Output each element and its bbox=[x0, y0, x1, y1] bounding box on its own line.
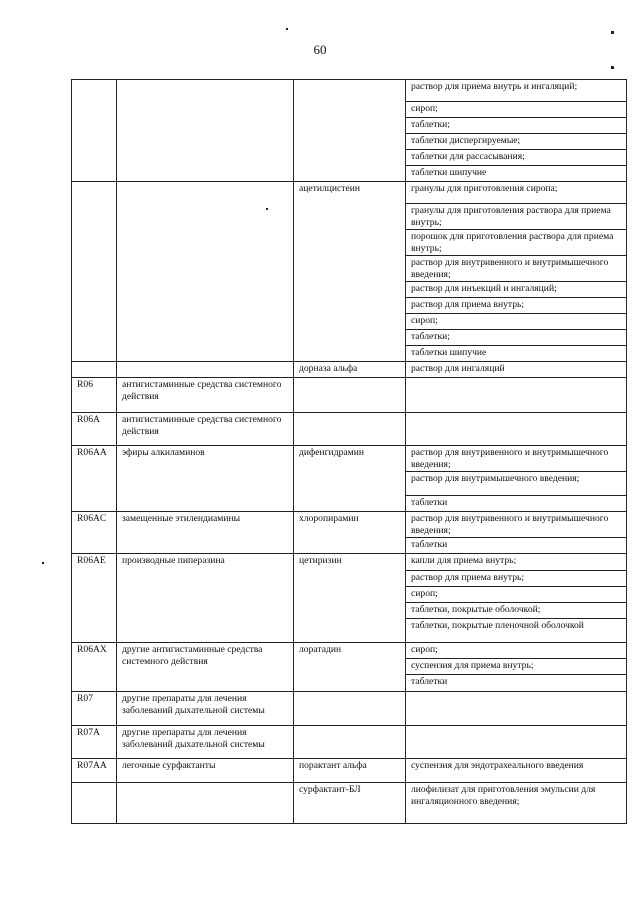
dosage-form-cell: таблетки шипучие bbox=[406, 346, 627, 362]
group-name-cell bbox=[117, 80, 294, 182]
drug-name-cell bbox=[294, 692, 406, 726]
atc-code-cell: R06AC bbox=[72, 512, 117, 554]
dosage-form-cell: таблетки; bbox=[406, 118, 627, 134]
dosage-form-cell bbox=[406, 413, 627, 446]
atc-code-cell: R07A bbox=[72, 726, 117, 759]
group-name-cell: легочные сурфактанты bbox=[117, 759, 294, 783]
dosage-form-cell: сироп; bbox=[406, 587, 627, 603]
dosage-form-cell: таблетки bbox=[406, 496, 627, 512]
atc-code-cell: R06A bbox=[72, 413, 117, 446]
dosage-form-cell: сироп; bbox=[406, 643, 627, 659]
drug-name-cell: лоратадин bbox=[294, 643, 406, 692]
table-row bbox=[72, 759, 627, 783]
group-name-cell: производные пиперазина bbox=[117, 554, 294, 643]
atc-code-cell bbox=[72, 182, 117, 362]
group-name-cell: эфиры алкиламинов bbox=[117, 446, 294, 512]
dosage-form-cell: таблетки, покрытые пленочной оболочкой bbox=[406, 619, 627, 643]
dosage-form-cell: раствор для внутримышечного введения; bbox=[406, 472, 627, 496]
table-row bbox=[72, 554, 627, 571]
drug-name-cell bbox=[294, 80, 406, 182]
dosage-form-cell: сироп; bbox=[406, 102, 627, 118]
dosage-form-cell: таблетки для рассасывания; bbox=[406, 150, 627, 166]
drug-name-cell: сурфактант-БЛ bbox=[294, 783, 406, 824]
table-row bbox=[72, 512, 627, 538]
dosage-form-cell: лиофилизат для приготовления эмульсии для ингаляционного введения; bbox=[406, 783, 627, 824]
dosage-form-cell bbox=[406, 692, 627, 726]
dosage-form-cell: суспензия для приема внутрь; bbox=[406, 659, 627, 675]
atc-code-cell bbox=[72, 783, 117, 824]
group-name-cell bbox=[117, 783, 294, 824]
group-name-cell bbox=[117, 362, 294, 378]
drug-name-cell: дифенгидрамин bbox=[294, 446, 406, 512]
group-name-cell: другие препараты для лечения заболеваний дыхательной системы bbox=[117, 726, 294, 759]
group-name-cell: другие препараты для лечения заболеваний дыхательной системы bbox=[117, 692, 294, 726]
dosage-form-cell: гранулы для приготовления раствора для приема внутрь; bbox=[406, 204, 627, 230]
drug-name-cell: хлоропирамин bbox=[294, 512, 406, 554]
drug-name-cell bbox=[294, 413, 406, 446]
dosage-form-cell: сироп; bbox=[406, 314, 627, 330]
dosage-form-cell: раствор для приема внутрь; bbox=[406, 298, 627, 314]
table-row bbox=[72, 726, 627, 759]
atc-code-cell: R07AA bbox=[72, 759, 117, 783]
group-name-cell: другие антигистаминные средства системного действия bbox=[117, 643, 294, 692]
group-name-cell: антигистаминные средства системного действия bbox=[117, 378, 294, 413]
dosage-form-cell: раствор для приема внутрь и ингаляций; bbox=[406, 80, 627, 102]
drug-name-cell: цетиризин bbox=[294, 554, 406, 643]
dosage-form-cell: порошок для приготовления раствора для приема внутрь; bbox=[406, 230, 627, 256]
dosage-form-cell: суспензия для эндотрахеального введения bbox=[406, 759, 627, 783]
dosage-form-cell: капли для приема внутрь; bbox=[406, 554, 627, 571]
table-row bbox=[72, 80, 627, 102]
page-number: 60 bbox=[313, 42, 327, 57]
table-row bbox=[72, 182, 627, 204]
scan-speck bbox=[42, 562, 44, 564]
dosage-form-cell: таблетки; bbox=[406, 330, 627, 346]
table-row bbox=[72, 378, 627, 413]
dosage-form-cell: таблетки шипучие bbox=[406, 166, 627, 182]
dosage-form-cell: раствор для приема внутрь; bbox=[406, 571, 627, 587]
drug-name-cell: порактант альфа bbox=[294, 759, 406, 783]
atc-code-cell: R06AA bbox=[72, 446, 117, 512]
table-row bbox=[72, 362, 627, 378]
group-name-cell bbox=[117, 182, 294, 362]
dosage-form-cell: таблетки диспергируемые; bbox=[406, 134, 627, 150]
group-name-cell: антигистаминные средства системного действия bbox=[117, 413, 294, 446]
drug-name-cell: дорназа альфа bbox=[294, 362, 406, 378]
atc-code-cell: R06AE bbox=[72, 554, 117, 643]
scan-speck bbox=[611, 31, 614, 34]
dosage-form-cell: таблетки, покрытые оболочкой; bbox=[406, 603, 627, 619]
drug-table bbox=[71, 79, 627, 824]
dosage-form-cell: раствор для инъекций и ингаляций; bbox=[406, 282, 627, 298]
group-name-cell: замещенные этилендиамины bbox=[117, 512, 294, 554]
table-row bbox=[72, 413, 627, 446]
table-row bbox=[72, 446, 627, 472]
atc-code-cell: R07 bbox=[72, 692, 117, 726]
atc-code-cell: R06AX bbox=[72, 643, 117, 692]
drug-name-cell bbox=[294, 726, 406, 759]
drug-name-cell: ацетилцистеин bbox=[294, 182, 406, 362]
table-row bbox=[72, 783, 627, 824]
table-row bbox=[72, 643, 627, 659]
atc-code-cell: R06 bbox=[72, 378, 117, 413]
table-row bbox=[72, 692, 627, 726]
drug-table-body bbox=[72, 80, 627, 824]
dosage-form-cell: раствор для ингаляций bbox=[406, 362, 627, 378]
scan-speck bbox=[286, 28, 288, 30]
dosage-form-cell: таблетки bbox=[406, 538, 627, 554]
dosage-form-cell: гранулы для приготовления сиропа; bbox=[406, 182, 627, 204]
dosage-form-cell: раствор для внутривенного и внутримышечного введения; bbox=[406, 256, 627, 282]
atc-code-cell bbox=[72, 362, 117, 378]
dosage-form-cell: таблетки bbox=[406, 675, 627, 692]
dosage-form-cell: раствор для внутривенного и внутримышечного введения; bbox=[406, 446, 627, 472]
atc-code-cell bbox=[72, 80, 117, 182]
dosage-form-cell: раствор для внутривенного и внутримышечного введения; bbox=[406, 512, 627, 538]
scan-speck bbox=[611, 66, 614, 69]
drug-name-cell bbox=[294, 378, 406, 413]
dosage-form-cell bbox=[406, 726, 627, 759]
dosage-form-cell bbox=[406, 378, 627, 413]
